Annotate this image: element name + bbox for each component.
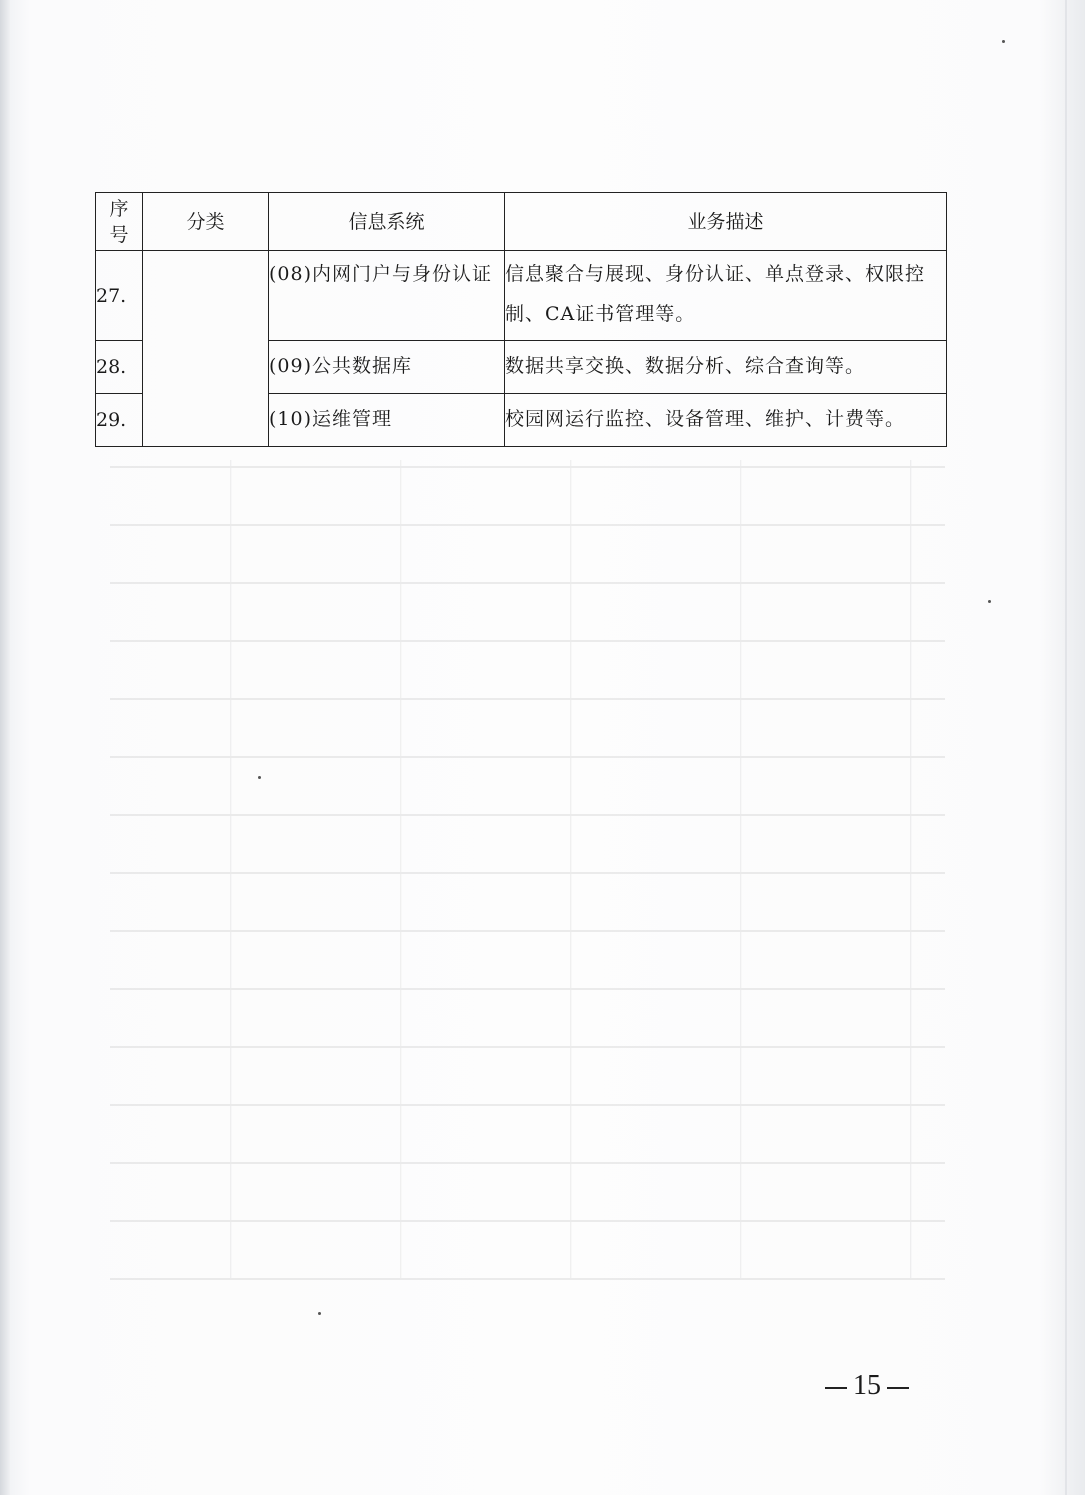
page-edge (1065, 0, 1067, 1495)
scan-speck (988, 600, 991, 603)
header-system: 信息系统 (269, 193, 505, 251)
scan-speck (1002, 40, 1005, 43)
row-description: 数据共享交换、数据分析、综合查询等。 (505, 341, 947, 394)
scan-speck (318, 1312, 321, 1315)
row-number: 28. (96, 341, 143, 394)
header-description: 业务描述 (505, 193, 947, 251)
information-system-table (95, 192, 947, 447)
row-system: (10)运维管理 (269, 394, 505, 447)
row-system: (08)内网门户与身份认证 (269, 251, 505, 341)
row-number: 29. (96, 394, 143, 447)
table-row (96, 251, 947, 341)
row-description: 信息聚合与展现、身份认证、单点登录、权限控制、CA证书管理等。 (505, 251, 947, 341)
dash-right (887, 1387, 909, 1389)
show-through-shadow (110, 460, 945, 1280)
header-no: 序号 (96, 193, 143, 251)
row-number: 27. (96, 251, 143, 341)
row-system: (09)公共数据库 (269, 341, 505, 394)
row-description: 校园网运行监控、设备管理、维护、计费等。 (505, 394, 947, 447)
page-number (812, 1370, 922, 1402)
scan-speck (258, 776, 261, 779)
dash-left (825, 1387, 847, 1389)
page-number-value: 15 (853, 1370, 881, 1401)
row-category (143, 251, 269, 447)
binding-edge (0, 0, 10, 1495)
header-category: 分类 (143, 193, 269, 251)
table-header-row (96, 193, 947, 251)
